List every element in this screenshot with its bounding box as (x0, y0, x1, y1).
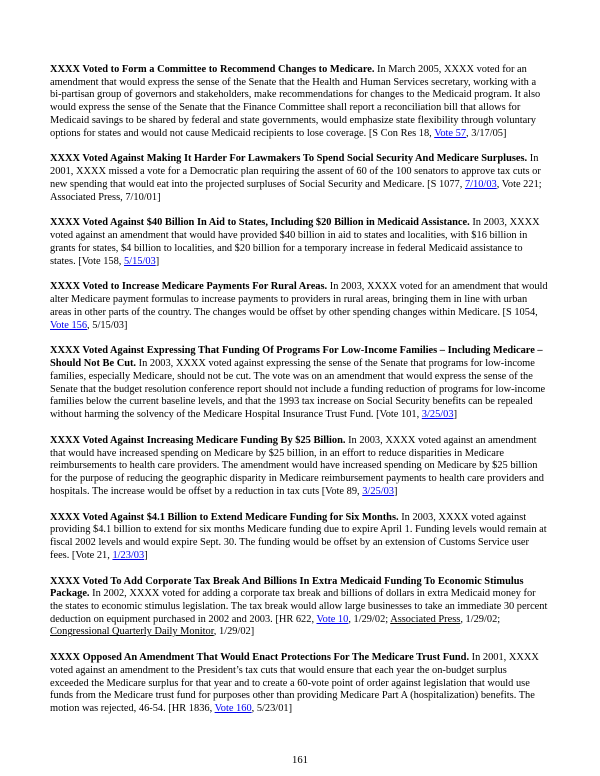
paragraph-heading: XXXX Voted Against $4.1 Billion to Extend Medicare Funding for Six Months. (50, 511, 399, 523)
paragraph-corporate-tax-break (50, 576, 548, 640)
paragraph-heading: XXXX Voted To Add Corporate Tax Break And Billions In Extra Medicaid Funding To Economic Stimulus Package. (50, 575, 524, 600)
paragraph-citation-tail: ] (394, 485, 398, 497)
paragraph-citation-tail: , 1/29/02] (213, 626, 255, 638)
paragraph-heading: XXXX Opposed An Amendment That Would Enact Protections For The Medicare Trust Fund. (50, 652, 470, 664)
paragraph-heading: XXXX Voted to Form a Committee to Recommend Changes to Medicare. (50, 64, 375, 75)
paragraph-heading: XXXX Voted to Increase Medicare Payments For Rural Areas. (50, 281, 328, 293)
source-associated-press: Associated Press (390, 613, 461, 625)
vote-link[interactable]: Vote 160 (214, 703, 252, 715)
paragraph-citation-tail: , Vote 221; Associated Press, 7/10/01] (50, 178, 542, 203)
paragraph-body: In 2003, XXXX voted against expressing the sense of the Senate that programs for low-income families, especially Medicare, should not be cut. The vote was on an amendment that would express the sense of the Senate that the budget resolution conference report should not include a funding reduction of programs for low-income families below the current baseline levels, and that the 1993 tax increase on Social Security benefits can be repealed without harming the solvency of the Medicare Hospital Insurance Trust Fund. [Vote 101, (50, 358, 546, 420)
paragraph-body: In 2001, XXXX missed a vote for a Democratic plan requiring the assent of 60 of the 100 senators to approve tax cuts or new spending that would eat into the projected surpluses of Social Security and Medicare. [S 1077, (50, 153, 541, 190)
paragraph-citation-tail: ] (155, 255, 160, 267)
paragraph-citation-tail: , 3/17/05] (466, 127, 507, 139)
paragraph-body: In 2003, XXXX voted against an amendment that would have provided $40 billion in aid to states and localities, with $16 billion in grants for states, $4 billion to localities, and $20 billion for a temporary increase in federal Medicaid assistance to states. [Vote 158, (50, 217, 540, 267)
page-number: 161 (292, 755, 308, 766)
paragraph-body: In 2001, XXXX voted against an amendment to the President’s tax cuts that would ensure that each year the on-budget surplus exceeded the Medicare surplus for that year and to create a 60-vote point of order against legislation that would use funds from the Medicare trust fund for purposes other than providing Medicare Part A (hospitalization) benefits. The motion was rejected, 46-54. [HR 1836, (50, 652, 539, 715)
date-link[interactable]: 3/25/03 (362, 485, 394, 497)
paragraph-surpluses (50, 153, 548, 204)
paragraph-body: In 2003, XXXX voted for an amendment that would alter Medicare payment formulas to increase payments to providers in rural areas, bringing them in line with urban areas in other parts of the country. The changes would be offset by other spending changes within Medicare. [S 1054, (50, 281, 548, 318)
paragraph-heading: XXXX Voted Against Making It Harder For Lawmakers To Spend Social Security And Medicare Surpluses. (50, 153, 528, 165)
paragraph-citation-tail: ] (453, 408, 458, 420)
paragraph-4-1-billion (50, 512, 548, 563)
paragraph-body: In 2003, XXXX voted against an amendment that would have increased spending on Medicare by $25 billion, in an effort to reduce disparities in Medicare reimbursements to health care providers. The amendment would have increased spending on Medicare by $25 billion for the purpose of reducing the geographic disparity in Medicare reimbursement payments to health care providers and hospitals. The increase would be offset by a reduction in tax cuts [Vote 89, (50, 434, 544, 497)
vote-link[interactable]: Vote 57 (434, 127, 467, 139)
date-link[interactable]: 5/15/03 (123, 255, 156, 267)
source-cq-daily-monitor: Congressional Quarterly Daily Monitor (50, 626, 214, 638)
paragraph-citation-tail: , 5/15/03] (87, 319, 128, 331)
paragraph-rural-payments (50, 281, 548, 332)
vote-link[interactable]: Vote 10 (316, 613, 349, 625)
paragraph-heading: XXXX Voted Against Increasing Medicare Funding By $25 Billion. (50, 434, 346, 446)
paragraph-body: In 2003, XXXX voted against providing $4.1 billion to extend for six months Medicare funding due to expire April 1. Funding levels would remain at fiscal 2002 levels and would expire Sept. 30. The funding would be offset by an extension of Customs Service user fees. [Vote 21, (50, 511, 547, 561)
paragraph-body: In 2002, XXXX voted for adding a corporate tax break and billions of dollars in extra Medicaid money for the states to economic stimulus legislation. The tax break would allow large businesses to take an immediate 30 percent deduction on equipment purchased in 2002 and 2003. [HR 622, (50, 588, 548, 625)
paragraph-committee-medicare (50, 64, 548, 140)
date-link[interactable]: 3/25/03 (421, 408, 454, 420)
date-link[interactable]: 1/23/03 (112, 549, 145, 561)
date-link[interactable]: 7/10/03 (464, 178, 497, 190)
citation-separator: , 1/29/02; (348, 613, 391, 625)
paragraph-low-income-families (50, 345, 548, 421)
paragraph-citation-tail: ] (144, 549, 148, 561)
paragraph-heading: XXXX Voted Against $40 Billion In Aid to States, Including $20 Billion in Medicaid Assistance. (50, 217, 470, 229)
vote-link[interactable]: Vote 156 (50, 319, 88, 331)
citation-separator: , 1/29/02; (460, 613, 501, 625)
paragraph-body: In March 2005, XXXX voted for an amendment that would express the sense of the Senate that the Health and Human Services secretary, working with a bi-partisan group of governors and stakeholders, make recommendations for changes to the Medicaid program. It also would express the sense of the Senate that the Finance Committee shall report a reconciliation bill that allows for Medicaid savings to be shared by federal and state governments, would emphasize state flexibility through voluntary options for states and would not cause Medicaid recipients to lose coverage. [S Con Res 18, (50, 64, 541, 139)
paragraph-heading: XXXX Voted Against Expressing That Funding Of Programs For Low-Income Families – Including Medicare – Should Not Be Cut. (50, 345, 543, 370)
paragraph-trust-fund (50, 652, 548, 716)
paragraph-25-billion (50, 435, 548, 499)
paragraph-aid-to-states (50, 217, 548, 268)
paragraph-citation-tail: , 5/23/01] (251, 703, 293, 715)
